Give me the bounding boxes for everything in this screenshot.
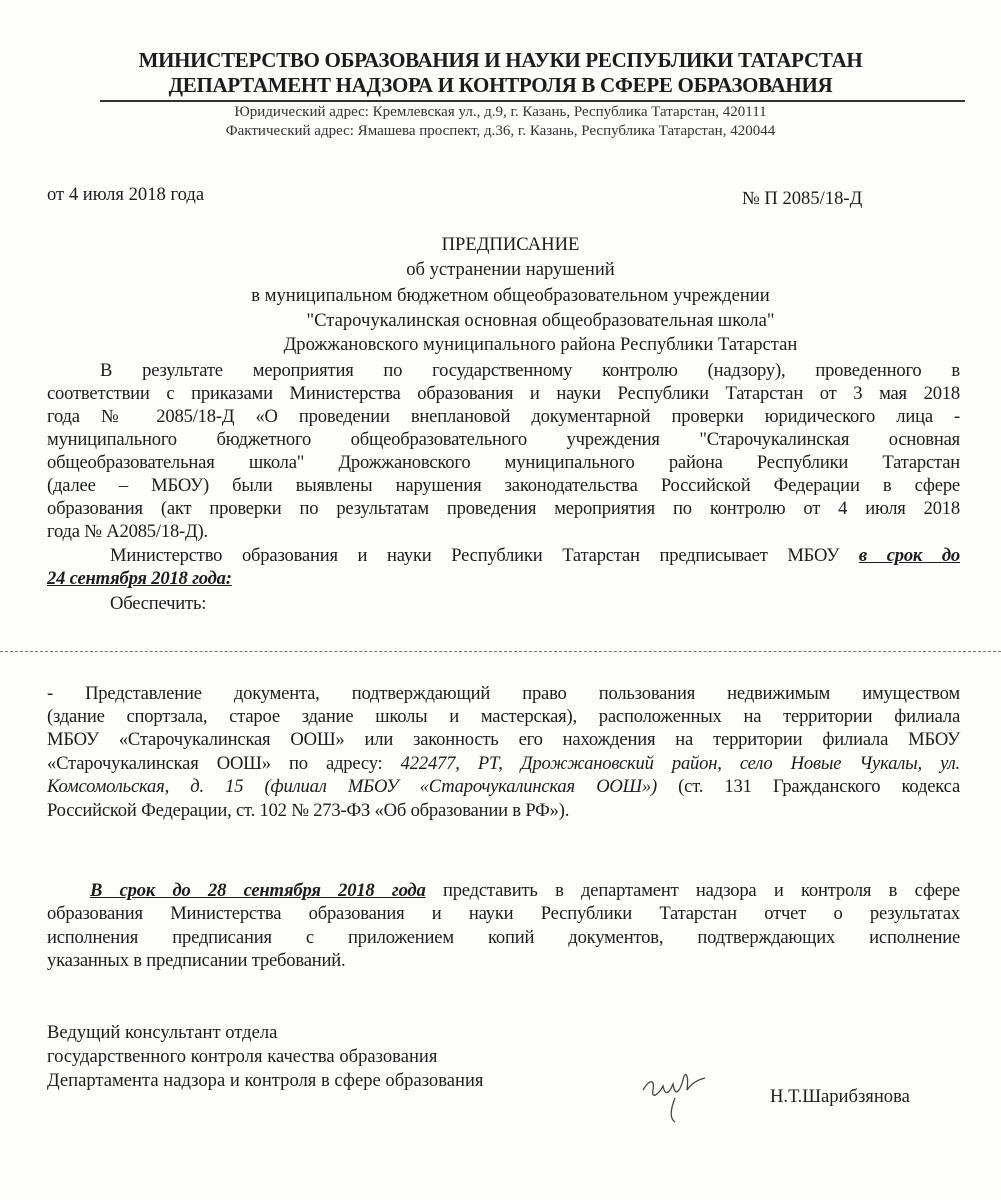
deadline-line xyxy=(47,567,960,590)
page-divider xyxy=(0,651,1001,652)
subtitle-line: "Старочукалинская основная общеобразовательная школа" xyxy=(306,310,775,331)
item-line: МБОУ «Старочукалинская ООШ» или законность его нахождения на территории филиала МБОУ xyxy=(47,729,960,750)
report-line: исполнения предписания с приложением копий документов, подтверждающих исполнение xyxy=(47,927,960,948)
actual-address: Фактический адрес: Ямашева проспект, д.36, г. Казань, Республика Татарстан, 420044 xyxy=(225,123,776,139)
subtitle-line: об устранении нарушений xyxy=(406,259,615,280)
document-number: № П 2085/18-Д xyxy=(742,188,863,209)
item-line: - Представление документа, подтверждающий право пользования недвижимым имуществом xyxy=(47,683,960,704)
paragraph-line: муниципального бюджетного общеобразовательного учреждения "Старочукалинская основная xyxy=(47,429,960,450)
department-name: ДЕПАРТАМЕНТ НАДЗОРА И КОНТРОЛЯ В СФЕРЕ ОБРАЗОВАНИЯ xyxy=(168,73,833,97)
document-title: ПРЕДПИСАНИЕ xyxy=(441,234,580,255)
legal-address: Юридический адрес: Кремлевская ул., д.9, г. Казань, Республика Татарстан, 420111 xyxy=(234,104,767,120)
paragraph-line: года № 2085/18-Д «О проведении внеплановой документарной проверки юридического лица - xyxy=(47,406,960,427)
prescription-line xyxy=(110,544,960,567)
report-text: представить в департамент надзора и контроля в сфере xyxy=(425,880,960,901)
report-line: указанных в предписании требований. xyxy=(47,950,346,971)
signer-position: государственного контроля качества образования xyxy=(47,1046,438,1067)
report-line xyxy=(90,879,960,902)
item-line xyxy=(47,775,960,798)
paragraph-line: общеобразовательная школа" Дрожжановского муниципального района Республики Татарстан xyxy=(47,452,960,473)
item-line: (здание спортзала, старое здание школы и мастерская), расположенных на территории филиала xyxy=(47,706,960,727)
signer-position: Ведущий консультант отдела xyxy=(47,1022,278,1043)
deadline-first: в срок до xyxy=(858,545,960,566)
paragraph-line: года № А2085/18-Д). xyxy=(47,521,208,542)
item-address: Комсомольская, д. 15 (филиал МБОУ «Старочукалинская ООШ») xyxy=(47,776,657,797)
item-text: «Старочукалинская ООШ» по адресу: xyxy=(47,753,401,774)
prescription-text: Министерство образования и науки Республики Татарстан предписывает МБОУ xyxy=(110,545,859,566)
subtitle-line: Дрожжановского муниципального района Республики Татарстан xyxy=(283,334,798,355)
document-date: от 4 июля 2018 года xyxy=(47,184,205,205)
paragraph-line: (далее – МБОУ) были выявлены нарушения законодательства Российской Федерации в сфере xyxy=(47,475,960,496)
paragraph-line: соответствии с приказами Министерства образования и науки Республики Татарстан от 3 мая 2018 xyxy=(47,383,960,404)
handwritten-signature xyxy=(635,1050,715,1130)
item-line xyxy=(47,752,960,775)
report-deadline: В срок до 28 сентября 2018 года xyxy=(90,880,426,901)
paragraph-line: В результате мероприятия по государственному контролю (надзору), проведенного в xyxy=(100,360,960,381)
ensure-label: Обеспечить: xyxy=(110,593,207,614)
ministry-name: МИНИСТЕРСТВО ОБРАЗОВАНИЯ И НАУКИ РЕСПУБЛИКИ ТАТАРСТАН xyxy=(138,48,863,72)
deadline-second: 24 сентября 2018 года: xyxy=(47,568,232,589)
item-line: Российской Федерации, ст. 102 № 273-ФЗ «Об образовании в РФ»). xyxy=(47,800,570,821)
item-address: 422477, РТ, Дрожжановский район, село Новые Чукалы, ул. xyxy=(400,753,961,774)
subtitle-line: в муниципальном бюджетном общеобразовательном учреждении xyxy=(251,285,770,306)
report-line: образования Министерства образования и науки Республики Татарстан отчет о результатах xyxy=(47,903,960,924)
paragraph-line: образования (акт проверки по результатам проведения мероприятия по контролю от 4 июля 2018 xyxy=(47,498,960,519)
item-text: (ст. 131 Гражданского кодекса xyxy=(656,776,960,797)
signer-name: Н.Т.Шарибзянова xyxy=(770,1086,910,1107)
header-rule xyxy=(100,100,965,102)
signer-position: Департамента надзора и контроля в сфере образования xyxy=(47,1070,484,1091)
